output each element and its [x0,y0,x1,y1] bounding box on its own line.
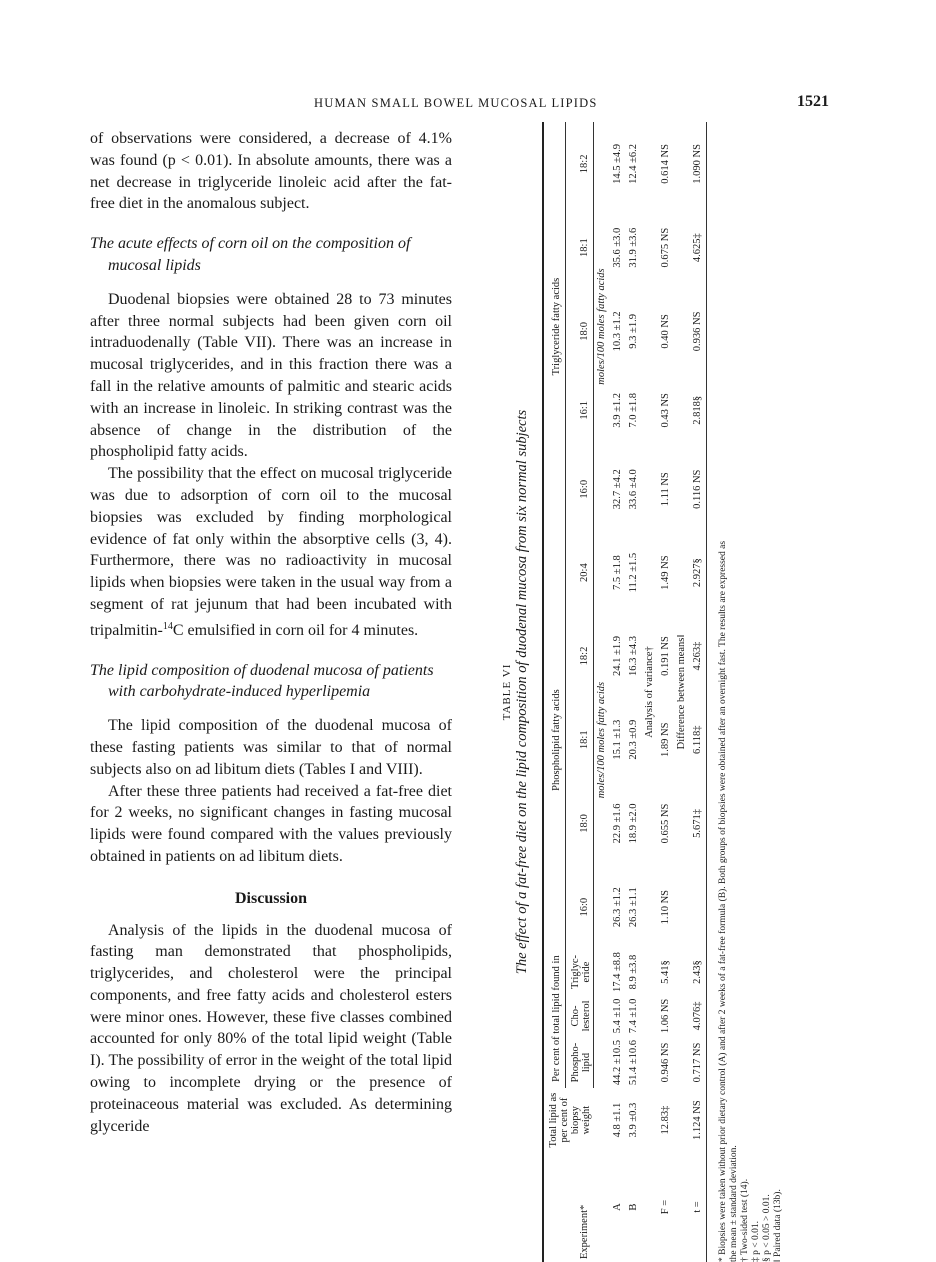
col-tg-18-1: 18:1 [566,206,593,290]
paragraph-2: Duodenal biopsies were obtained 28 to 73 minutes after three normal subjects had been given corn oil intraduodenally (Table VII). There was an increase in mucosal triglycerides, and in this fraction there was a fall in the relative amounts of palmitic and stearic acids with an increase in linoleic. In striking contrast was the absence of change in the distribution of the phospholipid fatty acids. [90,290,452,461]
table-cell: 12.83‡ [659,1105,671,1135]
table-vi [500,122,785,1262]
table-cell: 6.118‡ [690,698,707,782]
table-cell: 5.41§ [659,960,671,984]
col-pl-20-4: 20:4 [566,531,593,614]
left-column [90,128,452,1137]
table-cell: 4.8 ±1.1 [611,1102,623,1138]
table-cell: 26.3 ±1.2 [611,887,623,928]
col-pl-18-2: 18:2 [566,614,593,698]
table-cell: 4.625‡ [690,206,707,290]
footnote: the mean ± standard deviation. [729,1145,739,1262]
table-cell: 5.4 ±1.0 [611,998,623,1034]
col-tg-16-1: 16:1 [566,373,593,447]
paragraph-5: After these three patients had received a fat-free diet for 2 weeks, no significant changes in fasting mucosal lipids were found compared with the values previously obtained in patients on ad libitum diets. [90,782,452,865]
col-tg-18-2: 18:2 [566,122,593,206]
diff-label: Difference between means‖ [675,634,687,750]
table-cell: 0.655 NS [659,803,671,844]
page-number: 1521 [797,93,829,110]
col-cholesterol: Cho- lesterol [566,995,593,1037]
table-cell: 1.89 NS [659,722,671,757]
table-cell: 7.4 ±1.0 [627,998,639,1034]
group-phospholipid-fa: Phospholipid fatty acids [543,531,566,949]
footnote: * Biopsies were taken without prior dietary control (A) and after 2 weeks of a fat-free formula (B). Both groups of biopsies were obtained after an overnight fast. The results are expressed as [718,540,728,1262]
table-cell: 18.9 ±2.0 [627,803,639,844]
isotope-superscript: 14 [162,620,173,632]
table-cell: 4.263‡ [690,614,707,698]
discussion-heading: Discussion [234,889,308,907]
paragraph-1: of observations were considered, a decrease of 4.1% was found (p < 0.01). In absolute amounts, there was a net decrease in triglyceride linoleic acid after the fat-free diet in the anomalous subject. [90,130,452,213]
table-cell: 5.671‡ [690,782,707,866]
table-footnotes [718,122,784,1262]
units-phospholipid: moles/100 moles fatty acids [595,681,607,799]
section-heading-hyperlipemia: The lipid composition of duodenal mucosa of patients with carbohydrate-induced hyperlipemia [90,661,434,701]
table-cell: 1.090 NS [690,122,707,206]
table-cell: 1.11 NS [659,472,671,507]
table-cell: 14.5 ±4.9 [611,143,623,184]
table-cell: 0.40 NS [659,314,671,349]
col-tg-16-0: 16:0 [566,447,593,531]
table-cell: 33.6 ±4.0 [627,469,639,510]
table-row [610,122,626,1262]
table-caption: The effect of a fat-free diet on the lipid composition of duodenal mucosa from six normal subjects [514,409,530,975]
table-cell: 0.936 NS [690,290,707,374]
table-row [626,122,642,1262]
row-label: B [627,1203,639,1211]
group-percent-lipid: Per cent of total lipid found in [543,949,566,1088]
footnote: ‖ Paired data (13b). [773,1189,783,1262]
table-cell: 51.4 ±10.6 [627,1039,639,1086]
running-head: HUMAN SMALL BOWEL MUCOSAL LIPIDS [314,96,598,110]
table-cell: 4.076‡ [690,995,707,1037]
table-cell: 2.927§ [690,531,707,614]
table-cell: 1.06 NS [659,998,671,1034]
table-cell: 2.43§ [690,949,707,995]
col-experiment: Experiment* [543,1152,593,1262]
table-cell: 0.717 NS [690,1037,707,1088]
col-pl-18-1: 18:1 [566,698,593,782]
table-cell: 0.946 NS [659,1042,671,1083]
table-row [690,122,707,1262]
table-cell: 3.9 ±0.3 [627,1102,639,1138]
table-cell: 7.0 ±1.8 [627,392,639,428]
table-cell: 1.10 NS [659,889,671,925]
col-pl-18-0: 18:0 [566,782,593,866]
table-cell [690,865,707,949]
paragraph-3 [90,463,452,641]
table-cell: 35.6 ±3.0 [611,227,623,268]
table-row [658,122,674,1262]
footnote: † Two-sided test (14). [740,1178,750,1262]
table-cell: 8.9 ±3.8 [627,954,639,990]
table-cell: 15.1 ±1.3 [611,719,623,760]
table-cell: 44.2 ±10.5 [611,1039,623,1086]
paragraph-3-text: The possibility that the effect on mucosal triglyceride was due to adsorption of corn oil to the mucosal biopsies was excluded by finding morphological evidence of fat only within the absorptive cells (3, 4). Furthermore, there was no radioactivity in mucosal lipids when biopsies were taken in the usual way from a segment of rat jejunum that had been incubated with tripalmitin- [90,465,452,639]
paragraph-4: The lipid composition of the duodenal mucosa of these fasting patients was similar to that of normal subjects also on ad libitum diets (Tables I and VIII). [90,717,452,778]
col-total-lipid: Total lipid as per cent of biopsy weight [543,1088,593,1152]
table-cell: 0.675 NS [659,227,671,268]
table-cell: 11.2 ±1.5 [627,552,639,593]
table-cell: 0.614 NS [659,144,671,184]
paragraph-3-end: C emulsified in corn oil for 4 minutes. [172,621,419,639]
table-cell: 1.49 NS [659,555,671,590]
table-cell: 0.43 NS [659,393,671,428]
col-phospholipid: Phospho- lipid [566,1037,593,1088]
table-data [542,122,707,1262]
footnote: ‡ p < 0.01. [751,1221,761,1262]
table-label: TABLE VI [501,663,513,721]
table-cell: 1.124 NS [690,1088,707,1152]
table-cell: 17.4 ±8.8 [611,952,623,992]
table-cell: 2.818§ [690,373,707,447]
table-cell: 0.191 NS [659,636,671,676]
group-triglyceride-fa: Triglyceride fatty acids [543,122,566,531]
row-label: F = [659,1199,671,1215]
row-label: A [611,1203,623,1211]
table-cell: 0.116 NS [690,447,707,531]
table-cell: 22.9 ±1.6 [611,803,623,844]
table-cell: 7.5 ±1.8 [611,555,623,590]
table-cell: 20.3 ±0.9 [627,719,639,760]
table-cell: 32.7 ±4.2 [611,469,623,510]
table-cell: 24.1 ±1.9 [611,636,623,676]
footnote: § p < 0.05 > 0.01. [762,1194,772,1262]
row-label: t = [690,1152,707,1262]
col-pl-16-0: 16:0 [566,865,593,949]
table-cell: 26.3 ±1.1 [627,887,639,928]
col-tg-18-0: 18:0 [566,290,593,374]
section-heading-corn-oil: The acute effects of corn oil on the composition of mucosal lipids [90,235,411,274]
table-cell: 31.9 ±3.6 [627,227,639,268]
paragraph-6: Analysis of the lipids in the duodenal mucosa of fasting man demonstrated that phospholipids, triglycerides, and cholesterol were the principal components, and free fatty acids and cholesterol esters were minor ones. However, these five classes combined accounted for only 80% of the total lipid weight (Table I). The possibility of error in the weight of the total lipid owing to incomplete drying or the presence of proteinaceous material was excluded. As determining glyceride [90,921,452,1135]
table-cell: 16.3 ±4.3 [627,636,639,676]
units-triglyceride: moles/100 moles fatty acids [595,268,607,385]
table-cell: 3.9 ±1.2 [611,392,623,428]
table-cell: 12.4 ±6.2 [627,143,639,184]
col-triglyceride: Triglyc- eride [566,949,593,995]
table-cell: 10.3 ±1.2 [611,311,623,352]
anova-label: Analysis of variance† [643,646,655,738]
table-cell: 9.3 ±1.9 [627,314,639,349]
